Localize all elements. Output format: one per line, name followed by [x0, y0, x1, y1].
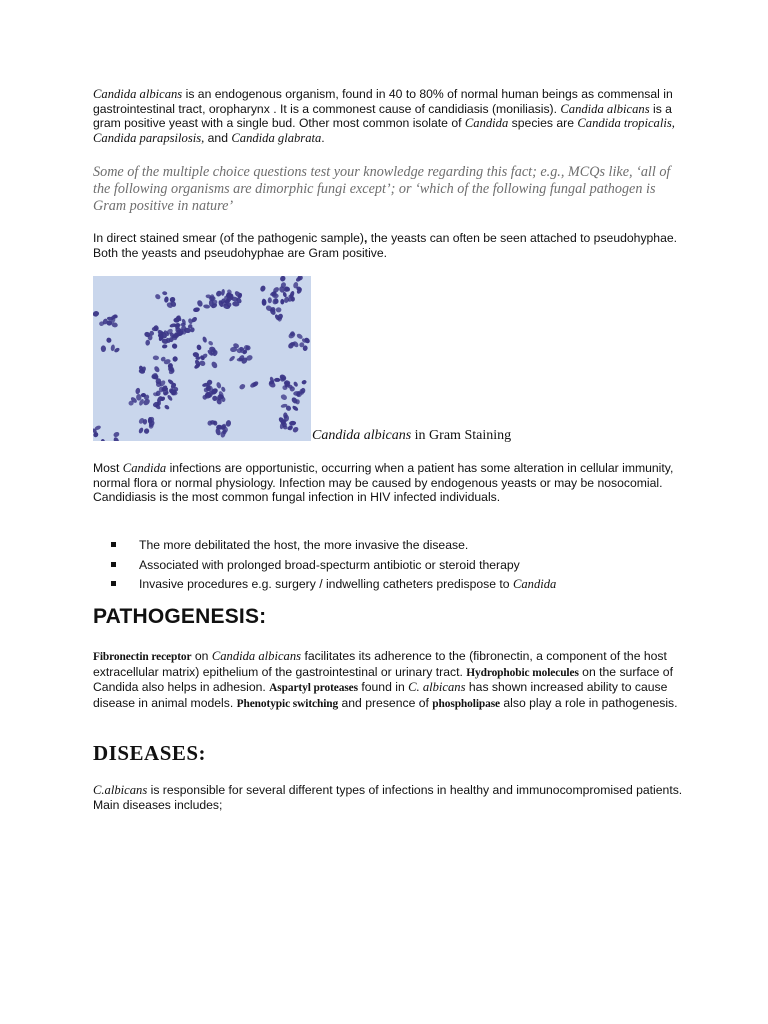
- caption-text: in Gram Staining: [411, 428, 512, 443]
- intro-text: species are: [508, 116, 578, 131]
- intro-text: and: [204, 130, 232, 145]
- diseases-heading: DISEASES:: [93, 741, 207, 765]
- organism-name: C.albicans: [93, 783, 148, 797]
- list-item-italic: Candida: [512, 577, 557, 591]
- opportunistic-text: infections are opportunistic, occurring when a patient has some alteration in cellular immunity, normal flora or normal physiology. Infection may be caused by endogenous yeasts or may be nosocomial. Candidiasis is the most common fungal infection in HIV infected individuals.: [93, 461, 674, 505]
- pathogenesis-text: also play a role in pathogenesis.: [500, 695, 678, 710]
- list-item-text: Invasive procedures e.g. surgery / indwelling catheters predispose to: [139, 577, 513, 591]
- gram-stain-micrograph: [93, 276, 311, 441]
- pathogenesis-text: and presence of: [338, 695, 433, 710]
- genus-name: Candida: [464, 116, 509, 131]
- opportunistic-paragraph: [93, 461, 683, 505]
- list-item: [109, 575, 679, 595]
- pathogenesis-text: on the surface of Candida also helps in adhesion.: [93, 664, 673, 695]
- list-item-text: Associated with prolonged broad-specturm antibiotic or steroid therapy: [139, 557, 520, 572]
- opportunistic-text: Most: [93, 461, 123, 475]
- list-item: [109, 536, 679, 556]
- gram-stain-figure: [93, 276, 653, 446]
- pathogenesis-text: facilitates its adherence to the (fibronectin, a component of the host extracellular matrix) epithelium of the gastrointestinal or urinary tract.: [93, 649, 667, 679]
- genus-name: Candida: [122, 461, 167, 475]
- pathogenesis-heading: PATHOGENESIS:: [93, 605, 267, 628]
- pathogenesis-text: found in: [357, 680, 409, 695]
- key-term: Fibronectin receptor: [93, 651, 192, 663]
- bullet-icon: [111, 562, 116, 567]
- key-term: Hydrophobic molecules: [466, 666, 579, 679]
- key-term: phospholipase: [432, 697, 501, 710]
- intro-paragraph: [93, 87, 683, 145]
- pathogenesis-text: on: [191, 649, 212, 663]
- mcq-note: Some of the multiple choice questions test your knowledge regarding this fact; e.g., MCQs like, ‘all of the following organisms are dimorphic fungi except’; or ‘which of the following fungal pathogen is Gram positive in nature’: [93, 164, 671, 214]
- organism-name: Candida albicans: [560, 101, 650, 116]
- key-term: Aspartyl proteases: [269, 682, 358, 695]
- smear-text: the yeasts can often be seen attached to pseudohyphae. Both the yeasts and pseudohyphae are Gram positive.: [93, 231, 678, 260]
- organism-name: Candida albicans: [211, 649, 302, 663]
- risk-factor-list: [109, 536, 679, 595]
- organism-name: Candida albicans: [93, 87, 183, 101]
- diseases-paragraph: [93, 783, 683, 812]
- list-item-text: The more debilitated the host, the more invasive the disease.: [139, 538, 469, 552]
- smear-text: In direct stained smear (of the pathogenic sample): [93, 231, 364, 245]
- diseases-text: is responsible for several different types of infections in healthy and immunocompromised patients. Main diseases includes;: [93, 783, 683, 812]
- key-term: Phenotypic switching: [236, 697, 339, 710]
- intro-text: .: [321, 130, 325, 145]
- intro-text: is a gram positive yeast with a single bud. Other most common isolate of: [93, 101, 672, 131]
- smear-paragraph: [93, 231, 683, 260]
- organism-name: C. albicans: [408, 680, 466, 695]
- species-list: Candida tropicalis, Candida parapsilosis,: [93, 116, 675, 145]
- species-name: Candida glabrata: [231, 130, 322, 145]
- pathogenesis-text: has shown increased ability to cause disease in animal models.: [93, 680, 668, 710]
- pathogenesis-paragraph: [93, 649, 683, 711]
- smear-comma: ,: [363, 231, 368, 245]
- bullet-icon: [111, 542, 116, 547]
- bullet-icon: [111, 581, 116, 586]
- list-item: [109, 556, 679, 576]
- intro-text: is an endogenous organism, found in 40 to 80% of normal human beings as commensal in gastrointestinal tract, oropharynx . It is a commonest cause of candidiasis (moniliasis).: [93, 87, 673, 116]
- caption-organism: Candida albicans: [312, 428, 412, 443]
- figure-caption: [312, 428, 511, 444]
